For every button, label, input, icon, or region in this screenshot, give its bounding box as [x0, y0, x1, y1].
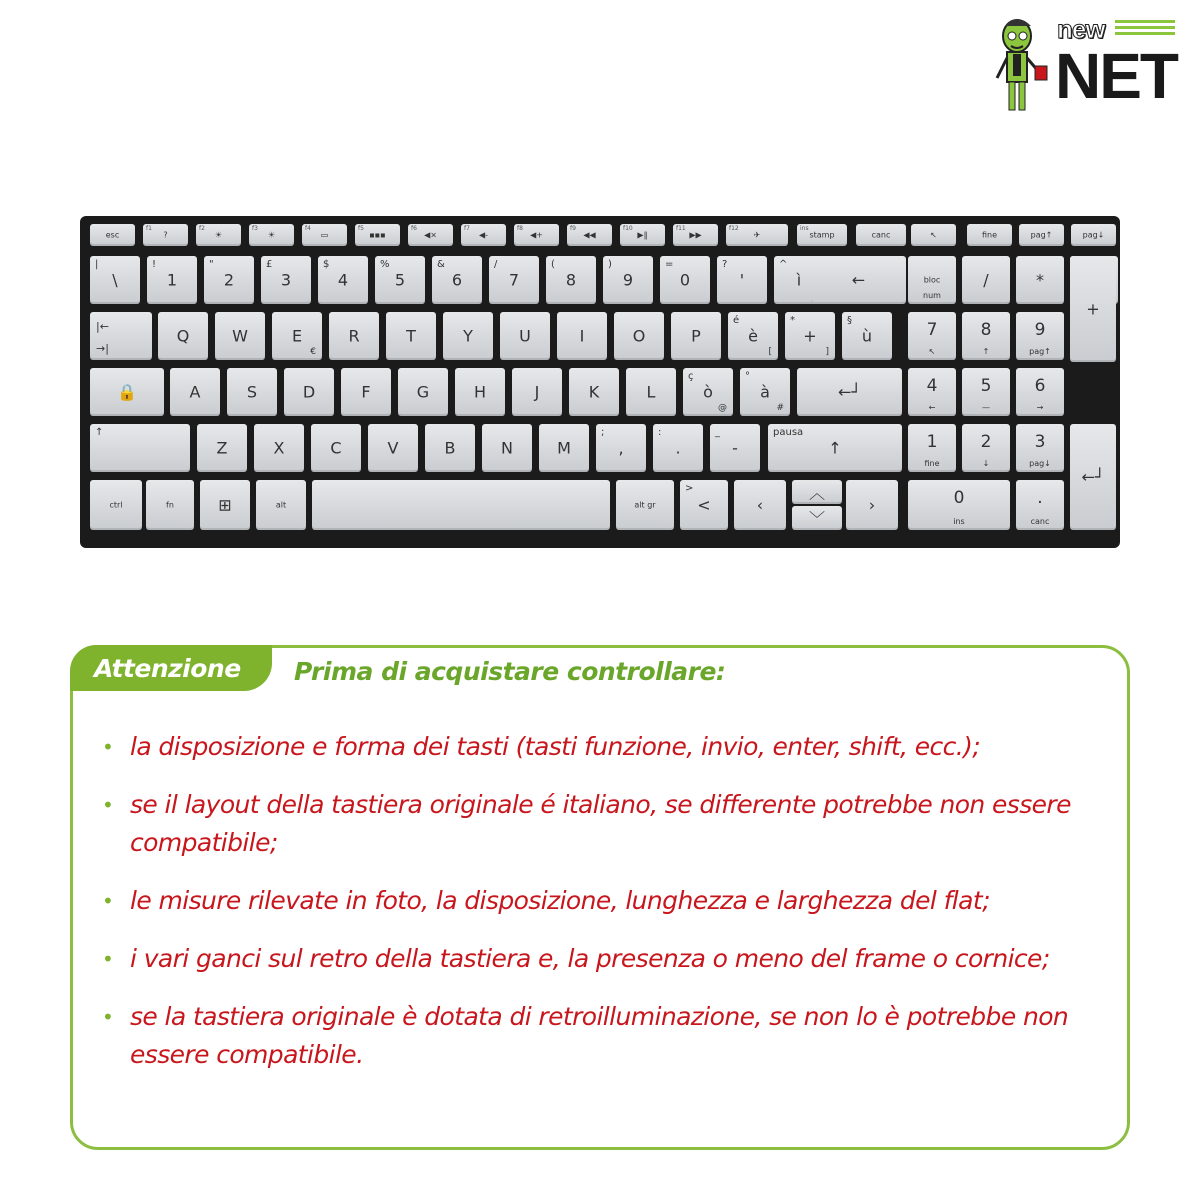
key-label: € — [310, 347, 316, 357]
key-num-2 — [204, 256, 254, 304]
key-letter-l — [626, 368, 676, 416]
key-label: U — [519, 326, 531, 346]
key-label: 4 — [337, 270, 349, 290]
key-fn-10 — [620, 224, 665, 246]
key-label: ‹ — [756, 495, 764, 515]
key-label: 7 — [926, 320, 938, 340]
key-numpad-q-2 — [1016, 312, 1064, 360]
key-letter-b — [425, 424, 475, 472]
key-label: f11 — [676, 225, 686, 232]
key-label: \ — [112, 270, 118, 290]
key-label: ↖ — [928, 347, 936, 356]
key-label: W — [232, 326, 248, 346]
checklist-text: la disposizione e forma dei tasti (tasti funzione, invio, enter, shift, ecc.); — [130, 732, 981, 761]
key-label: stamp — [809, 230, 835, 240]
key-letter-r — [329, 312, 379, 360]
key-numpad-z-2 — [1016, 424, 1064, 472]
key-label: ◀+ — [530, 230, 543, 240]
key-q-extra-1 — [785, 312, 835, 360]
key-num-7 — [489, 256, 539, 304]
key-altgr — [616, 480, 674, 530]
key-label: 1 — [926, 432, 938, 452]
key-label: pag↓ — [1082, 230, 1105, 240]
key-num-3 — [261, 256, 311, 304]
bullet-icon: • — [102, 889, 114, 913]
key-label: I — [579, 326, 585, 346]
key-numpad-z-0 — [908, 424, 956, 472]
key-label: / — [983, 270, 989, 290]
key-letter-h — [455, 368, 505, 416]
key-label: → — [1036, 403, 1044, 412]
key-label: ← — [851, 270, 866, 290]
key-label: ç — [688, 371, 694, 382]
key-label: f8 — [517, 225, 523, 232]
checklist-text: se la tastiera originale è dotata di retroilluminazione, se non lo è potrebbe non essere compatibile. — [130, 1002, 1069, 1069]
key-label: ] — [825, 347, 829, 357]
key-label: ↑ — [95, 427, 104, 438]
key-q-extra-0 — [728, 312, 778, 360]
key-label: |← — [96, 320, 109, 333]
checklist-item — [100, 998, 1110, 1074]
key-label: ) — [608, 259, 612, 270]
key-label: D — [302, 382, 316, 402]
key-label: ◀- — [478, 230, 489, 240]
key-num-11 — [717, 256, 767, 304]
bullet-icon: • — [102, 947, 114, 971]
key-label: ↓ — [982, 459, 990, 468]
key-alt — [256, 480, 306, 530]
key-label: Q — [176, 326, 190, 346]
key-letter-e — [272, 312, 322, 360]
key-letter-m — [539, 424, 589, 472]
attention-tab — [70, 645, 272, 691]
key-label: J — [534, 382, 540, 402]
key-numpad-top-2 — [1016, 256, 1064, 304]
key-fn-9 — [567, 224, 612, 246]
key-tab — [90, 312, 152, 360]
key-label: < — [697, 495, 711, 515]
key-label: canc — [1030, 517, 1050, 526]
key-label: 0 — [679, 270, 691, 290]
key-label: ò — [703, 382, 713, 402]
logo-stripes — [1115, 20, 1175, 42]
key-label: 2 — [223, 270, 235, 290]
key-label: $ — [323, 259, 330, 270]
key-numpad-a-2 — [1016, 368, 1064, 416]
logo-new-text: new — [1057, 14, 1105, 44]
key-letter-a — [170, 368, 220, 416]
key-label: 9 — [1034, 320, 1046, 340]
key-label: : — [658, 427, 662, 438]
key-label: ← — [928, 403, 936, 412]
key-label: N — [501, 438, 513, 458]
bullet-icon: • — [102, 1005, 114, 1029]
key-label: [ — [768, 347, 772, 357]
bullet-icon: • — [102, 735, 114, 759]
key-label: f1 — [146, 225, 152, 232]
key-letter-d — [284, 368, 334, 416]
key-letter-k — [569, 368, 619, 416]
key-fn-4 — [302, 224, 347, 246]
key-less-than — [680, 480, 728, 530]
key-letter-j — [512, 368, 562, 416]
key-arrow-up — [792, 480, 842, 504]
key-letter-y — [443, 312, 493, 360]
key-enter — [797, 368, 902, 416]
key-label: fine — [924, 459, 940, 468]
key-label: ù — [861, 326, 873, 346]
key-label: canc — [871, 230, 891, 240]
key-label: ◀× — [424, 230, 437, 240]
key-label: 3 — [1034, 432, 1046, 452]
key-shift-left — [90, 424, 190, 472]
key-num-0 — [90, 256, 140, 304]
key-caps — [90, 368, 164, 416]
key-numpad-dot — [1016, 480, 1064, 530]
key-label: X — [273, 438, 285, 458]
key-label: C — [330, 438, 342, 458]
key-a-extra-0 — [683, 368, 733, 416]
key-label: Y — [463, 326, 473, 346]
key-numpad-a-0 — [908, 368, 956, 416]
key-label: alt gr — [634, 500, 656, 510]
key-label: ^ — [779, 259, 788, 270]
key-label: num — [923, 291, 941, 300]
key-label: f4 — [305, 225, 311, 232]
key-label: " — [209, 259, 214, 270]
key-label: L — [646, 382, 656, 402]
newnet-logo — [995, 14, 1180, 114]
key-label: £ — [266, 259, 273, 270]
key-label: f3 — [252, 225, 258, 232]
key-label: # — [776, 403, 784, 413]
key-label: 4 — [926, 376, 938, 396]
key-ctrl — [90, 480, 142, 530]
key-label: = — [665, 259, 674, 270]
key-label: 7 — [508, 270, 520, 290]
key-label: ì — [796, 270, 802, 290]
key-label: ° — [745, 371, 750, 382]
key-label: ctrl — [109, 500, 123, 510]
key-label: ▭ — [320, 230, 329, 240]
key-letter-x — [254, 424, 304, 472]
key-label: + — [803, 326, 817, 346]
key-numpad-top-1 — [962, 256, 1010, 304]
key-label: ins — [953, 517, 965, 526]
key-label: 2 — [980, 432, 992, 452]
key-label: ▪▪▪ — [369, 230, 386, 240]
key-label: esc — [105, 230, 120, 240]
key-fn-13 — [797, 224, 847, 246]
keyboard-image — [80, 216, 1120, 548]
key-fn-16 — [967, 224, 1012, 246]
key-shift-right — [768, 424, 902, 472]
key-arrow-down — [792, 506, 842, 530]
checklist-text: le misure rilevate in foto, la disposizione, lunghezza e larghezza del flat; — [130, 886, 990, 915]
key-label: § — [847, 315, 852, 326]
key-label: P — [691, 326, 701, 346]
key-label: pausa — [773, 427, 804, 438]
key-label: % — [380, 259, 390, 270]
key-letter-p — [671, 312, 721, 360]
key-label: 0 — [953, 488, 965, 508]
key-label: alt — [275, 500, 287, 510]
key-label: ↖ — [930, 230, 937, 240]
key-label: › — [868, 495, 876, 515]
key-label: 8 — [565, 270, 577, 290]
key-fn-18 — [1071, 224, 1116, 246]
key-fn-12 — [726, 224, 788, 246]
key-label: T — [406, 326, 416, 346]
key-fn-6 — [408, 224, 453, 246]
key-label: — — [982, 403, 990, 412]
key-label: f7 — [464, 225, 470, 232]
key-label: K — [588, 382, 600, 402]
key-letter-t — [386, 312, 436, 360]
key-label: B — [444, 438, 456, 458]
checklist-item — [100, 940, 1110, 978]
key-letter-g — [398, 368, 448, 416]
key-z-extra-1 — [653, 424, 703, 472]
key-label: é — [733, 315, 740, 326]
key-label: ☀ — [214, 230, 223, 240]
key-label: O — [632, 326, 646, 346]
checklist-item — [100, 882, 1110, 920]
key-letter-o — [614, 312, 664, 360]
key-label: - — [732, 438, 738, 458]
key-label: 8 — [980, 320, 992, 340]
key-label: G — [416, 382, 430, 402]
bullet-icon: • — [102, 793, 114, 817]
key-num-6 — [432, 256, 482, 304]
key-label: è — [748, 326, 758, 346]
key-label: ! — [152, 259, 157, 270]
key-label: 5 — [980, 376, 992, 396]
key-letter-n — [482, 424, 532, 472]
key-label: fn — [166, 500, 174, 510]
key-fn — [146, 480, 194, 530]
key-num-4 — [318, 256, 368, 304]
checklist-item — [100, 728, 1110, 766]
key-label: f5 — [358, 225, 364, 232]
key-label: 1 — [166, 270, 178, 290]
key-fn-3 — [249, 224, 294, 246]
checklist-item — [100, 786, 1110, 862]
key-num-5 — [375, 256, 425, 304]
key-label: f10 — [623, 225, 633, 232]
key-label: ▶▶ — [689, 230, 702, 240]
key-label: ﹀ — [808, 509, 825, 529]
key-label: f2 — [199, 225, 205, 232]
checklist-text: i vari ganci sul retro della tastiera e, la presenza o meno del frame o cornice; — [130, 944, 1050, 973]
key-label: fine — [981, 230, 998, 240]
mascot-logo-icon — [995, 16, 1053, 114]
key-label: ✈ — [753, 230, 761, 240]
key-label: ⊞ — [218, 495, 232, 515]
notice-title: Prima di acquistare controllare: — [294, 657, 726, 686]
key-label: M — [557, 438, 571, 458]
key-label: ' — [739, 270, 745, 290]
key-num-8 — [546, 256, 596, 304]
key-letter-v — [368, 424, 418, 472]
key-label: , — [618, 438, 624, 458]
key-windows — [200, 480, 250, 530]
key-label: 6 — [1034, 376, 1046, 396]
key-label: 6 — [451, 270, 463, 290]
key-letter-q — [158, 312, 208, 360]
key-label: Z — [216, 438, 228, 458]
key-fn-15 — [911, 224, 956, 246]
key-fn-8 — [514, 224, 559, 246]
key-label: à — [760, 382, 770, 402]
key-letter-c — [311, 424, 361, 472]
key-fn-5 — [355, 224, 400, 246]
key-label: ( — [551, 259, 555, 270]
key-label: pag↑ — [1029, 347, 1051, 356]
key-label: ☀ — [267, 230, 276, 240]
key-label: & — [437, 259, 445, 270]
key-fn-11 — [673, 224, 718, 246]
key-fn-17 — [1019, 224, 1064, 246]
key-label: 5 — [394, 270, 406, 290]
key-letter-w — [215, 312, 265, 360]
key-label: + — [1086, 299, 1100, 319]
checklist-text: se il layout della tastiera originale é italiano, se differente potrebbe non essere compatibile; — [130, 790, 1071, 857]
key-letter-z — [197, 424, 247, 472]
logo-net-text: NET — [1055, 40, 1177, 112]
key-label: . — [675, 438, 681, 458]
key-arrow-right — [846, 480, 898, 530]
key-numpad-plus — [1070, 256, 1116, 362]
key-num-9 — [603, 256, 653, 304]
key-label: ←┘ — [837, 382, 862, 402]
key-letter-u — [500, 312, 550, 360]
key-label: bloc — [923, 275, 941, 285]
key-space — [312, 480, 610, 530]
key-z-extra-0 — [596, 424, 646, 472]
key-label: ? — [722, 259, 728, 270]
key-label: ︿ — [808, 483, 825, 503]
key-label: _ — [715, 427, 720, 438]
key-label: 3 — [280, 270, 292, 290]
key-numpad-q-0 — [908, 312, 956, 360]
key-fn-0 — [90, 224, 135, 246]
key-label: ins — [800, 225, 809, 232]
key-label: ↑ — [828, 438, 842, 458]
key-fn-1 — [143, 224, 188, 246]
key-label: f6 — [411, 225, 417, 232]
key-label: * — [1036, 270, 1044, 290]
key-letter-s — [227, 368, 277, 416]
key-label: ▶‖ — [637, 230, 648, 240]
key-arrow-left — [734, 480, 786, 530]
key-label: pag↓ — [1029, 459, 1051, 468]
key-numpad-z-1 — [962, 424, 1010, 472]
key-label: @ — [718, 403, 727, 413]
key-label: V — [387, 438, 399, 458]
key-num-10 — [660, 256, 710, 304]
key-label: ◀◀ — [583, 230, 596, 240]
key-label: 9 — [622, 270, 634, 290]
key-label: R — [348, 326, 360, 346]
key-z-extra-2 — [710, 424, 760, 472]
key-label: ↑ — [982, 347, 990, 356]
key-label: pag↑ — [1030, 230, 1053, 240]
key-label: * — [790, 315, 795, 326]
key-letter-f — [341, 368, 391, 416]
key-fn-14 — [856, 224, 906, 246]
key-label: ←┘ — [1081, 467, 1105, 487]
key-label: 🔒 — [117, 382, 137, 402]
key-a-extra-1 — [740, 368, 790, 416]
attention-label: Attenzione — [94, 654, 241, 683]
key-num-1 — [147, 256, 197, 304]
key-label: . — [1037, 488, 1043, 508]
key-label: | — [95, 259, 99, 270]
key-numpad-enter — [1070, 424, 1116, 530]
key-label: ; — [601, 427, 605, 438]
key-label: →| — [96, 342, 109, 355]
key-label: H — [473, 382, 487, 402]
key-label: / — [494, 259, 498, 270]
key-label: E — [291, 326, 303, 346]
key-label: S — [246, 382, 258, 402]
key-numpad-q-1 — [962, 312, 1010, 360]
checklist — [100, 728, 1110, 1094]
key-numpad-0 — [908, 480, 1010, 530]
key-label: f9 — [570, 225, 576, 232]
key-label: > — [685, 483, 694, 494]
key-fn-2 — [196, 224, 241, 246]
key-q-extra-2 — [842, 312, 892, 360]
key-fn-7 — [461, 224, 506, 246]
key-numpad-top-0 — [908, 256, 956, 304]
key-backspace — [811, 256, 906, 304]
key-label: f12 — [729, 225, 739, 232]
key-letter-i — [557, 312, 607, 360]
key-numpad-a-1 — [962, 368, 1010, 416]
key-label: F — [361, 382, 371, 402]
key-label: A — [189, 382, 201, 402]
key-label: ? — [163, 230, 168, 240]
